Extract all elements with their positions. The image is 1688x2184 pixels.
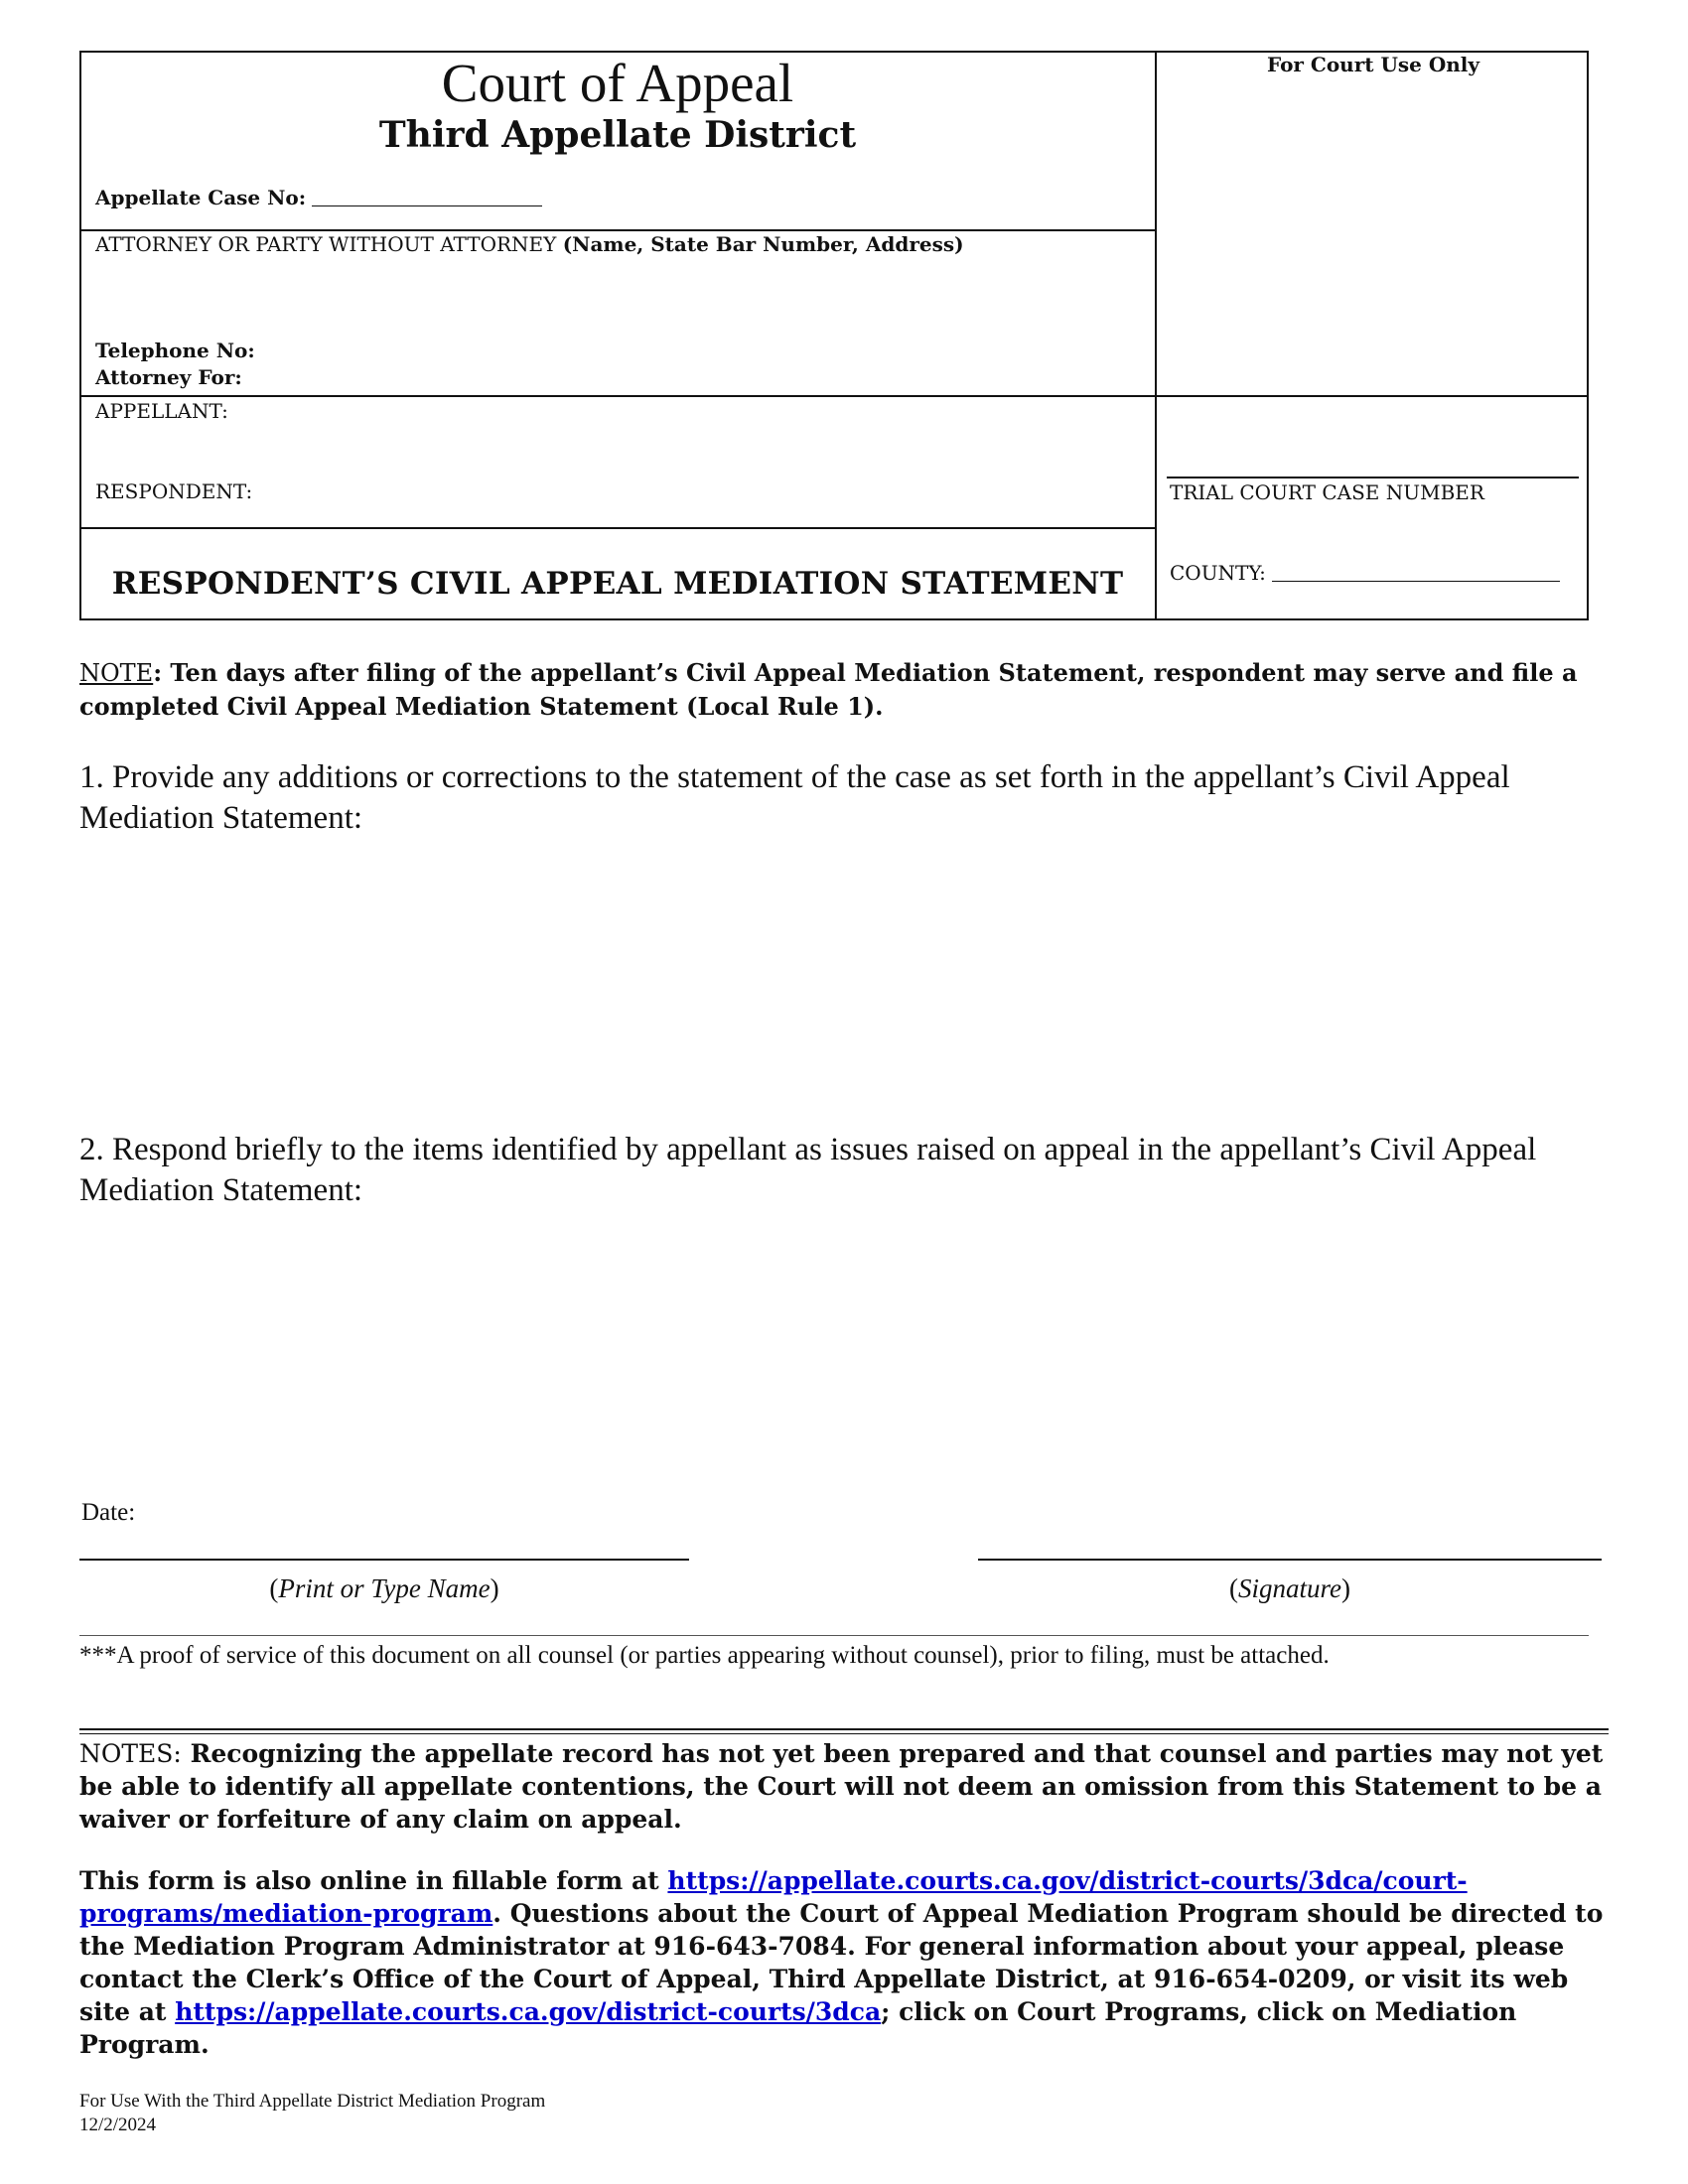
notes-text: Recognizing the appellate record has not yet been prepared and that counsel and parties may not yet be able to identify all appellate contentions, the Court will not deem an omission from this Statement to be a waiver or forfeiture of any claim on appeal. (79, 1739, 1604, 1834)
notes-divider-bottom (79, 1733, 1609, 1734)
caption-divider (1155, 51, 1157, 620)
court-name: Court of Appeal (441, 53, 794, 113)
attorney-label: ATTORNEY OR PARTY WITHOUT ATTORNEY (Name, State Bar Number, Address) (95, 232, 964, 256)
print-name-line[interactable] (79, 1559, 689, 1561)
appellate-case-no-field[interactable] (312, 188, 542, 206)
online-end: ; click on Court Programs, click on Mediation Program. (79, 1997, 1517, 2059)
trial-case-line (1167, 477, 1579, 478)
mediation-program-link[interactable]: https://appellate.courts.ca.gov/district-courts/3dca/court-programs/mediation-program (79, 1866, 1468, 1928)
divider-attorney (79, 395, 1589, 397)
answer-2-area[interactable] (79, 1216, 1589, 1474)
court-website-link[interactable]: https://appellate.courts.ca.gov/district-courts/3dca (175, 1997, 882, 2026)
court-use-label: For Court Use Only (1266, 53, 1480, 76)
attorney-label-detail: (Name, State Bar Number, Address) (562, 232, 964, 256)
proof-of-service: ***A proof of service of this document on all counsel (or parties appearing without counsel), prior to filing, must be attached. (79, 1642, 1330, 1669)
note (79, 656, 1609, 723)
attorney-for-label: Attorney For: (95, 365, 242, 389)
county-label: COUNTY: (1170, 561, 1266, 585)
trial-case-label: TRIAL COURT CASE NUMBER (1170, 480, 1484, 504)
note-text: : Ten days after filing of the appellant’s Civil Appeal Mediation Statement, respondent may serve and file a completed Civil Appeal Mediation Statement (Local Rule 1). (79, 658, 1578, 721)
answer-1-area[interactable] (79, 844, 1589, 1102)
divider-parties (79, 527, 1156, 529)
online-intro: This form is also online in fillable form at (79, 1866, 668, 1895)
online-middle: . Questions about the Court of Appeal Mediation Program should be directed to the Mediation Program Administrator at 916-643-7084. For general information about your appeal, please contact the Clerk’s Office of the Court of Appeal, Third Appellate District, at 916-654-0209, or visit its web site at (79, 1899, 1604, 2026)
print-name-caption: (Print or Type Name) (269, 1573, 499, 1603)
telephone-label: Telephone No: (95, 339, 255, 362)
respondent-label: RESPONDENT: (95, 479, 253, 503)
signature-caption: (Signature) (1229, 1573, 1350, 1603)
appellate-case-no-label: Appellate Case No: (95, 186, 307, 209)
question-1: 1. Provide any additions or corrections to the statement of the case as set forth in the appellant’s Civil Appeal Mediation Statement: (79, 759, 1510, 836)
district-name: Third Appellate District (378, 114, 857, 156)
county-field[interactable] (1272, 563, 1560, 582)
question-2: 2. Respond briefly to the items identified by appellant as issues raised on appeal in the appellant’s Civil Appeal Mediation Statement: (79, 1132, 1537, 1208)
form-title: RESPONDENT’S CIVIL APPEAL MEDIATION STATEMENT (111, 566, 1124, 602)
proof-divider (79, 1635, 1589, 1636)
note-label: NOTE (79, 659, 154, 687)
appellant-label: APPELLANT: (95, 399, 228, 423)
footer-date: 12/2/2024 (79, 2115, 157, 2135)
notes (79, 1737, 1618, 1836)
online-info (79, 1864, 1618, 2061)
signature-line[interactable] (978, 1559, 1602, 1561)
footer (79, 2090, 545, 2137)
date-label: Date: (81, 1499, 136, 1526)
notes-divider-top (79, 1728, 1609, 1730)
county (1170, 560, 1560, 586)
footer-program: For Use With the Third Appellate District Mediation Program (79, 2091, 546, 2112)
notes-label: NOTES: (79, 1739, 182, 1768)
appellate-case-no (95, 185, 542, 210)
